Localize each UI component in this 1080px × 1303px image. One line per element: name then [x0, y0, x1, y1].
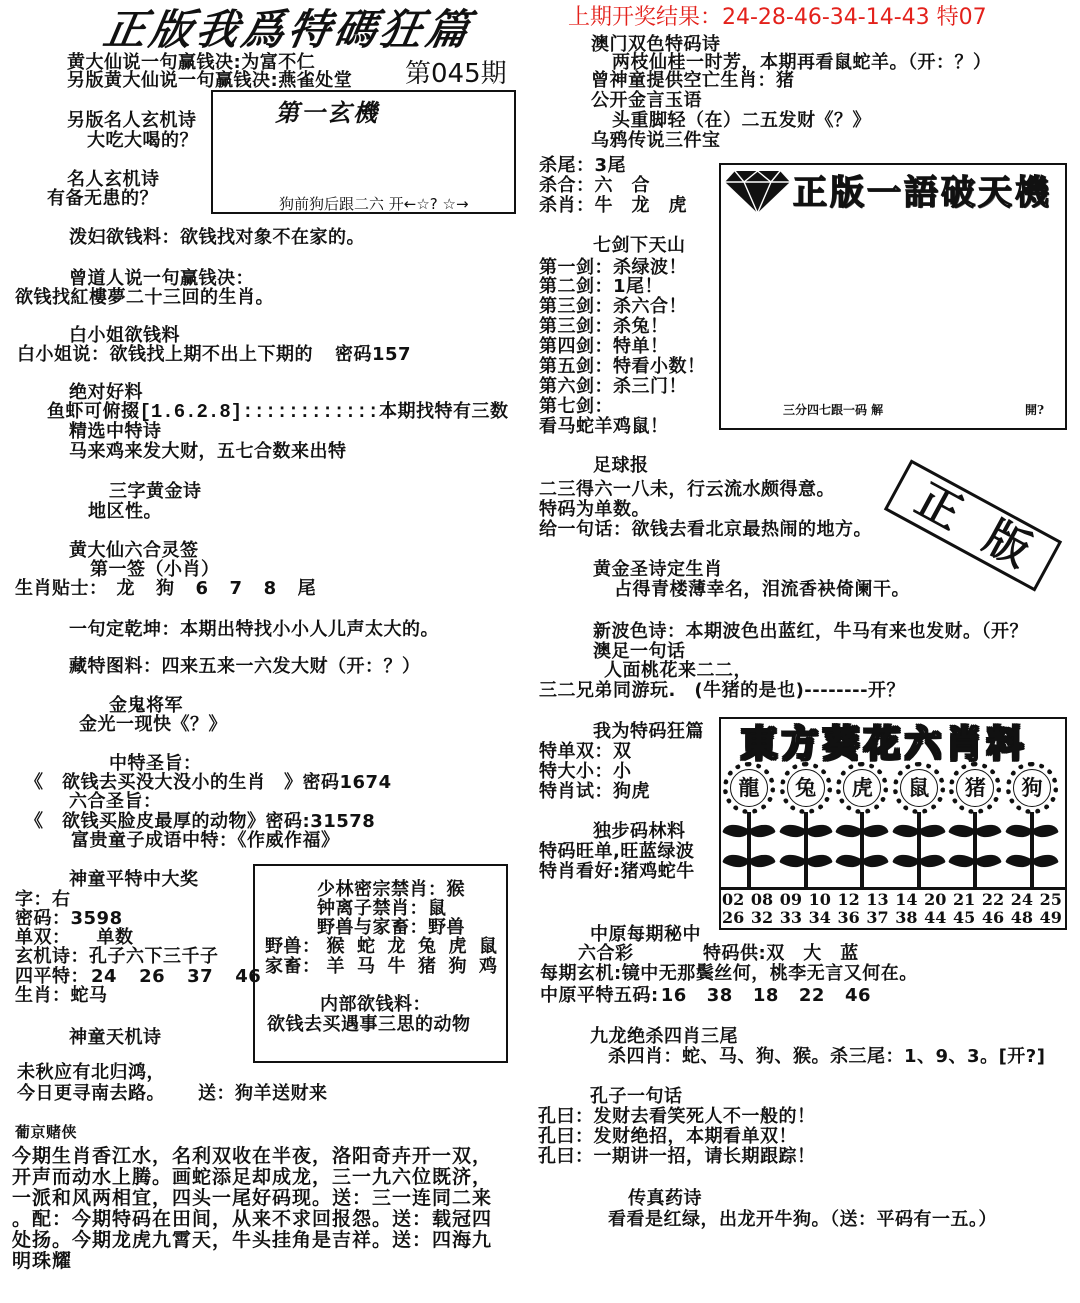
shentong-zi-row — [15, 890, 71, 910]
domestic-animal: 猪 — [418, 956, 437, 977]
diamond-icon — [724, 169, 791, 214]
jingui-text: 金光一现快《？》 — [79, 714, 227, 735]
haoliao-poem: 马来鸡来发大财，五七合数来出特 — [69, 441, 347, 462]
siping-label: 四平特： — [15, 966, 89, 987]
shaolin-line: 少林密宗禁肖：猴 — [317, 879, 465, 900]
bai-title: 白小姐欲钱料 — [69, 325, 180, 346]
number: 10 — [808, 890, 831, 909]
last-draw-result: 上期开奖结果：24-28-46-34-14-43 特07 — [568, 5, 987, 30]
sword-row: 第四剑：特单！ — [539, 336, 669, 357]
aomen-poem: 两枝仙桂一时芳，本期再看鼠蛇羊。（开：？） — [612, 52, 992, 73]
tip-value: 龙 — [116, 578, 135, 599]
huangjin-text: 占得青楼薄幸名，泪流香袂倚阑干。 — [614, 579, 910, 600]
kuangpian-title: 我为特码狂篇 — [593, 721, 704, 742]
yiyu-box-footer-clue: 三分四七跟一码 解 — [783, 403, 884, 417]
shentong-danshuang-row — [15, 928, 134, 948]
jinyan-title: 公开金言玉语 — [591, 90, 702, 111]
dubu-title: 独步码林料 — [593, 821, 686, 842]
sunflower-icon — [891, 762, 947, 888]
xuanji-box-title: 第一玄機 — [275, 99, 379, 127]
kuangpian-row: 特肖试：狗虎 — [539, 781, 650, 802]
yiyu-box-title: 正版一語破天機 — [793, 173, 1052, 213]
number: 12 — [837, 890, 860, 909]
pingte-number: 16 — [660, 985, 687, 1006]
pingte-label: 中原平特五码: — [540, 985, 659, 1006]
domestic-animals-row — [265, 957, 498, 977]
jiulong-text: 杀四肖：蛇、马、狗、猴。杀三尾：1、9、3。[开?] — [608, 1046, 1046, 1067]
liuhe-title: 六合圣旨： — [69, 791, 162, 812]
sword-row: 第五剑：特看小数！ — [539, 356, 706, 377]
siping-number: 37 — [187, 966, 214, 987]
number: 33 — [779, 908, 803, 927]
number: 44 — [924, 908, 947, 927]
number: 08 — [750, 890, 774, 909]
domestic-animal: 牛 — [387, 956, 406, 977]
tianji-line2: 今日更寻南去路。 — [17, 1083, 165, 1104]
aozu-line1: 人面桃花来二二， — [604, 660, 752, 681]
xuanji-box-clue: 狗前狗后跟二六 开←☆? ☆→ — [279, 195, 469, 213]
shentong-shengxiao-row — [15, 986, 108, 1006]
number: 38 — [895, 908, 918, 927]
zeng-title: 曾道人说一句赢钱决： — [69, 268, 254, 289]
xuanji-box — [211, 90, 516, 214]
number: 45 — [953, 908, 976, 927]
zhongte-title: 中特圣旨： — [109, 753, 202, 774]
wild-animal: 兔 — [418, 936, 437, 957]
pofu-line: 泼妇欲钱料：欲钱找对象不在家的。 — [69, 227, 365, 248]
danshuang-value: 单数 — [96, 927, 134, 948]
tip-value: 6 — [195, 578, 209, 599]
alt-huang-daxian-line: 另版黄大仙说一句赢钱决:燕雀处堂 — [67, 70, 353, 91]
number: 22 — [981, 890, 1005, 909]
domestic-animal: 羊 — [326, 956, 345, 977]
mima-value: 3598 — [70, 908, 123, 929]
tianji-line2-row — [17, 1084, 328, 1104]
domestic-animal: 马 — [357, 956, 376, 977]
sword-row: 第七剑： — [539, 396, 613, 417]
zhongyuan-pingte-row — [540, 986, 871, 1006]
zuqiu-line: 特码为单数。 — [539, 499, 650, 520]
zeng-shentong-line: 曾神童提供空亡生肖：猪 — [591, 70, 795, 91]
chuanzhen-text: 看看是红绿，出龙开牛狗。（送：平码有一五。） — [608, 1209, 997, 1230]
liuhe-text: 《 欲钱买脸皮最厚的动物》密码:31578 — [25, 811, 376, 832]
number: 02 — [722, 890, 745, 909]
jinyan-text: 头重脚轻（在）二五发财《？》 — [612, 110, 871, 131]
tip-value: 8 — [263, 578, 277, 599]
poem-title: 名人玄机诗 — [67, 169, 160, 190]
sunflower-icon — [721, 762, 777, 888]
zhongli-line: 钟离子禁肖：鼠 — [317, 898, 447, 919]
yiyu-box — [719, 163, 1067, 430]
inner-title: 内部欲钱料： — [320, 994, 431, 1015]
huang-daxian-line: 黄大仙说一句赢钱决:为富不仁 — [67, 52, 316, 73]
sword-row: 第三剑：杀六合！ — [539, 296, 687, 317]
jingui-title: 金鬼将军 — [109, 695, 183, 716]
xuanji-label: 玄机诗： — [15, 946, 89, 967]
tip-value: 狗 — [156, 578, 175, 599]
sunflower-icon — [947, 762, 1003, 888]
qiankun-line: 一句定乾坤：本期出特找小小人儿声太大的。 — [69, 619, 439, 640]
zhengban-stamp: 正版 — [884, 459, 1062, 591]
kuangpian-row: 特大小：小 — [539, 761, 632, 782]
number: 34 — [808, 908, 831, 927]
haoliao-prefix: 鱼虾可俯掇 — [47, 401, 140, 422]
kill-tail-row: 杀尾：3尾 — [539, 155, 627, 176]
sunflower-numbers-row-1 — [722, 891, 1062, 909]
wild-animal: 蛇 — [357, 936, 376, 957]
wild-animals-row — [265, 937, 498, 957]
pingte-number: 22 — [798, 985, 825, 1006]
wild-animal: 虎 — [448, 936, 467, 957]
haoliao-code: [1.6.2.8]:::::::::::: — [139, 401, 379, 423]
wild-animal: 龙 — [387, 936, 406, 957]
haoliao-poem-title: 精选中特诗 — [69, 421, 162, 442]
haoliao-suffix: 本期找特有三数 — [378, 401, 509, 422]
shengxiao-value: 蛇马 — [70, 985, 108, 1006]
kongzi-line: 孔曰：发财绝招，本期看单双！ — [538, 1126, 797, 1147]
jiulong-title: 九龙绝杀四肖三尾 — [590, 1026, 738, 1047]
domestic-label: 家畜： — [265, 956, 321, 977]
kongzi-line: 孔曰：发财去看笑死人不一般的！ — [538, 1106, 816, 1127]
sunflower-icon — [1004, 762, 1060, 888]
siping-number: 46 — [235, 966, 262, 987]
tip-value: 尾 — [297, 578, 317, 599]
aozu-title: 澳足一句话 — [593, 641, 686, 662]
domestic-animal: 鸡 — [479, 956, 498, 977]
sunflower-icon — [834, 762, 890, 888]
zhongyuan-xuanji: 每期玄机:镜中无那鬓丝何，桃李无言又何在。 — [540, 963, 918, 984]
qijian-title: 七剑下天山 — [593, 235, 686, 256]
wild-label: 野兽： — [265, 936, 321, 957]
kuangpian-row: 特单双：双 — [539, 741, 632, 762]
dubu-row: 特码旺单,旺蓝绿波 — [539, 841, 695, 862]
pujing-title: 葡京赌侠 — [15, 1123, 78, 1141]
shengxiao-label: 生肖： — [15, 985, 71, 1006]
sword-last: 看马蛇羊鸡鼠！ — [539, 416, 669, 437]
number: 36 — [837, 908, 860, 927]
danshuang-label: 单双： — [15, 927, 71, 948]
wuya-title: 乌鸦传说三件宝 — [591, 130, 721, 151]
number: 37 — [866, 908, 889, 927]
number: 48 — [1010, 908, 1034, 927]
pujing-line: 一派和风两相宜，四头一尾好码现。送：三一连同二来 — [12, 1187, 493, 1209]
lingqian-title: 黄大仙六合灵签 — [69, 540, 199, 561]
aozu-line2: 三二兄弟同游玩. (牛猪的是也)--------开？ — [539, 680, 906, 701]
sword-row: 第六剑：杀三门！ — [539, 376, 687, 397]
number: 49 — [1039, 908, 1062, 927]
xinbo-line: 新波色诗：本期波色出蓝红，牛马有来也发财。（开？ — [593, 621, 1028, 642]
bai-text: 白小姐说：欲钱找上期不出上下期的 — [17, 344, 313, 365]
yiyu-box-footer-open: 開? — [1025, 403, 1045, 417]
aomen-title: 澳门双色特码诗 — [591, 34, 721, 55]
zodiac-label: 猪 — [956, 769, 994, 807]
cangte-line: 藏特图料：四来五来一六发大财（开：？） — [69, 656, 421, 677]
kill-zodiac-row: 杀肖：牛 龙 虎 — [539, 195, 687, 216]
zeng-text: 欲钱找紅樓夢二十三回的生肖。 — [15, 287, 274, 308]
pujing-line: 。配：今期特码在田间，从来不求回报怨。送：载冠四 — [12, 1208, 493, 1230]
tianji-title: 神童天机诗 — [69, 1027, 162, 1048]
zhongte-text: 《 欲钱去买没大没小的生肖 》密码1674 — [25, 772, 392, 793]
wild-animal: 鼠 — [479, 936, 498, 957]
number: 25 — [1039, 890, 1062, 909]
mima-label: 密码： — [15, 908, 71, 929]
sanzi-title: 三字黄金诗 — [109, 481, 202, 502]
number: 14 — [895, 890, 918, 909]
number: 09 — [779, 890, 803, 909]
shentong-title: 神童平特中大奖 — [69, 869, 199, 890]
zuqiu-line: 给一句话：欲钱去看北京最热闹的地方。 — [539, 519, 872, 540]
page-title: 正版我爲特碼狂篇 — [100, 5, 477, 54]
kongzi-title: 孔子一句话 — [590, 1086, 683, 1107]
number: 32 — [750, 908, 774, 927]
sunflower-icon — [778, 762, 834, 888]
sword-row: 第三剑：杀兔！ — [539, 316, 669, 337]
chuanzhen-title: 传真药诗 — [628, 1188, 702, 1209]
pujing-line: 处扬。今期龙虎九霄天，牛头挂角是吉祥。送：四海九 — [12, 1229, 493, 1251]
bai-code: 密码157 — [335, 344, 412, 365]
sword-row: 第二剑：1尾！ — [539, 276, 664, 297]
number: 20 — [924, 890, 947, 909]
number: 46 — [981, 908, 1005, 927]
tip-value: 7 — [229, 578, 243, 599]
kongzi-line: 孔曰：一期讲一招，请长期跟踪！ — [538, 1146, 816, 1167]
shentong-xuanji-row — [15, 947, 219, 967]
zi-label: 字： — [15, 889, 52, 910]
dubu-row: 特肖看好:猪鸡蛇牛 — [539, 861, 695, 882]
bai-row — [17, 345, 411, 365]
tip-label: 生肖贴士： — [15, 578, 108, 599]
wild-domestic-line: 野兽与家畜：野兽 — [317, 917, 465, 938]
sanzi-text: 地区性。 — [88, 501, 162, 522]
pujing-line: 开声而动水上腾。画蛇添足却成龙，三一九六位既济， — [12, 1166, 493, 1188]
issue-number: 第045期 — [405, 59, 507, 89]
inner-text: 欲钱去买遇事三思的动物 — [267, 1014, 471, 1035]
tianji-line1: 未秋应有北归鸿， — [17, 1062, 165, 1083]
shentong-mima-row — [15, 909, 123, 929]
zodiac-label: 龍 — [730, 769, 768, 807]
zodiac-label: 兔 — [787, 769, 825, 807]
zhongyuan-label: 六合彩 — [578, 943, 634, 964]
siping-number: 26 — [139, 966, 166, 987]
wild-animal: 猴 — [326, 936, 345, 957]
sunflower-numbers-row-2 — [722, 909, 1062, 927]
zodiac-label: 狗 — [1013, 769, 1051, 807]
kill-he-row: 杀合：六 合 — [539, 175, 650, 196]
number: 21 — [953, 890, 976, 909]
shentong-siping-row — [15, 967, 261, 987]
pingte-number: 18 — [752, 985, 779, 1006]
siping-number: 24 — [91, 966, 118, 987]
lingqian-tips-row — [15, 579, 316, 599]
fugui-line: 富贵童子成语中特：《作威作福》 — [71, 830, 340, 851]
zi-value: 右 — [52, 889, 71, 910]
pingte-number: 38 — [706, 985, 733, 1006]
domestic-animal: 狗 — [448, 956, 467, 977]
zuqiu-title: 足球报 — [593, 455, 649, 476]
alt-poem-answer: 大吃大喝的？ — [87, 130, 198, 151]
haoliao-title: 绝对好料 — [69, 382, 143, 403]
sunflower-box-title: 東方葵花六肖料 — [741, 723, 1029, 765]
pingte-number: 46 — [844, 985, 872, 1006]
pujing-line: 明珠耀 — [12, 1250, 73, 1272]
pujing-line: 今期生肖香江水，名利双收在半夜，洛阳奇卉开一双， — [12, 1145, 493, 1167]
lingqian-sub: 第一签（小肖） — [90, 559, 220, 580]
number: 26 — [722, 908, 745, 927]
alt-poem-title: 另版名人玄机诗 — [67, 110, 197, 131]
xuanji-value: 孔子六下三千子 — [89, 946, 219, 967]
zodiac-label: 虎 — [843, 769, 881, 807]
number: 24 — [1010, 890, 1034, 909]
tianji-gift: 送：狗羊送财来 — [198, 1083, 328, 1104]
zuqiu-line: 二三得六一八未，行云流水颇得意。 — [539, 479, 835, 500]
poem-answer: 有备无患的？ — [47, 188, 158, 209]
zhongyuan-title: 中原每期秘中 — [590, 924, 701, 945]
zhongyuan-code: 特码供:双 大 蓝 — [703, 943, 859, 964]
huangjin-title: 黄金圣诗定生肖 — [593, 559, 723, 580]
number: 13 — [866, 890, 889, 909]
zodiac-label: 鼠 — [900, 769, 938, 807]
sword-row: 第一剑：杀绿波！ — [539, 257, 687, 278]
haoliao-row — [47, 402, 508, 422]
